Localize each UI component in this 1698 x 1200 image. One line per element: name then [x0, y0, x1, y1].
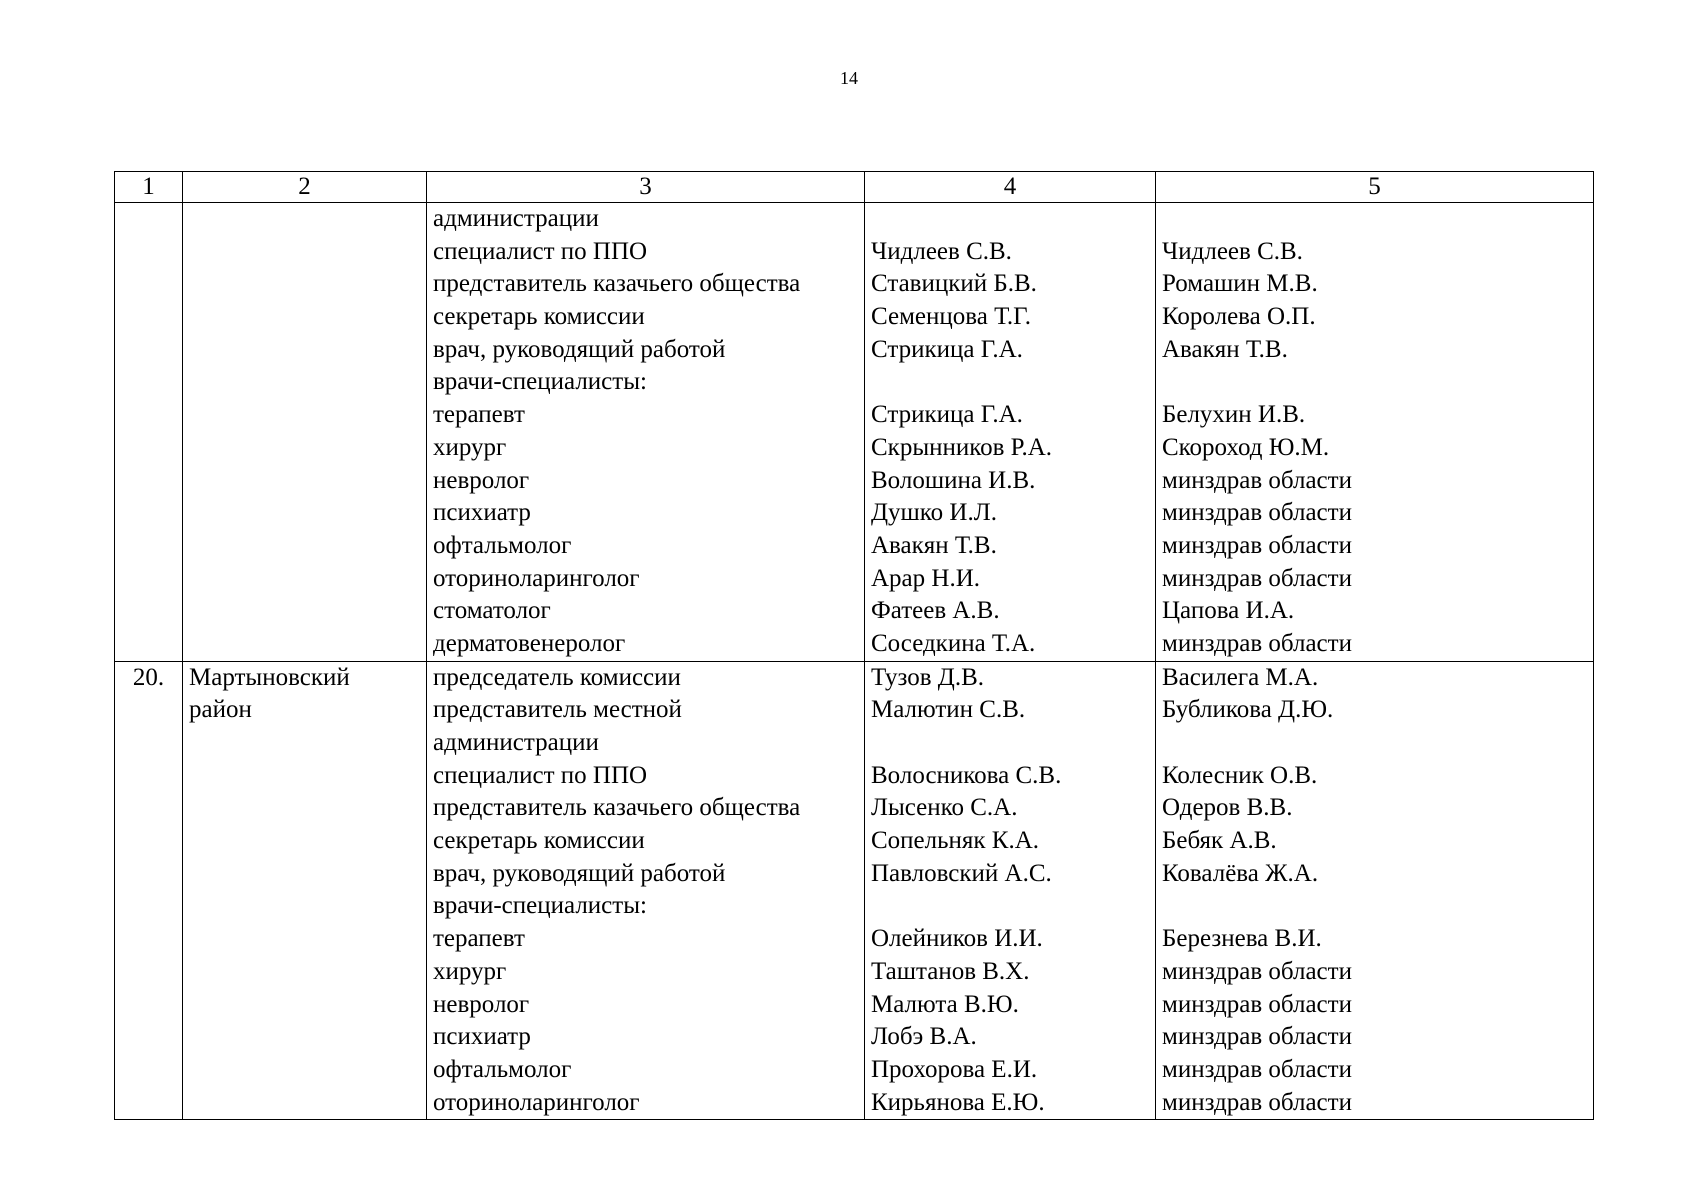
cell-line: Скрынников Р.А.: [871, 433, 1053, 461]
cell-line: секретарь комиссии: [433, 827, 645, 855]
position-cell: [427, 203, 865, 662]
cell-lines: [183, 203, 426, 236]
cell-line: специалист по ППО: [433, 761, 648, 789]
cell-line: Душко И.Л.: [871, 499, 997, 527]
cell-line: психиатр: [433, 1023, 531, 1051]
cell-line: врач, руководящий работой: [433, 859, 726, 887]
cell-line: минздрав области: [1162, 531, 1352, 559]
cell-line: Соседкина Т.А.: [871, 629, 1036, 657]
cell-line: [865, 203, 1155, 236]
cell-line: минздрав области: [1162, 499, 1352, 527]
cell-line: врачи-специалисты:: [433, 368, 647, 396]
district-cell: [183, 661, 427, 1120]
cell-line: Чидлеев С.В.: [1162, 237, 1303, 265]
cell-line: терапевт: [433, 925, 525, 953]
member-cell: [865, 661, 1156, 1120]
cell-line: Чидлеев С.В.: [871, 237, 1012, 265]
cell-line: Малюта В.Ю.: [871, 990, 1019, 1018]
commission-table: [114, 171, 1594, 1120]
cell-line: минздрав области: [1162, 990, 1352, 1018]
cell-line: минздрав области: [1162, 1088, 1352, 1116]
cell-lines: [115, 662, 182, 695]
header-cell-4: 4: [865, 172, 1156, 203]
cell-line: Ромашин М.В.: [1162, 270, 1318, 298]
cell-line: секретарь комиссии: [433, 303, 645, 331]
cell-line: Таштанов В.Х.: [871, 957, 1030, 985]
cell-lines: [865, 662, 1155, 1120]
cell-lines: [183, 662, 426, 727]
cell-line: врач, руководящий работой: [433, 335, 726, 363]
reserve-member-cell: [1156, 203, 1594, 662]
cell-line: Цапова И.А.: [1162, 597, 1295, 625]
cell-line: Василега М.А.: [1162, 663, 1319, 691]
cell-line: минздрав области: [1162, 629, 1352, 657]
cell-line: Фатеев А.В.: [871, 597, 1000, 625]
cell-line: Малютин С.В.: [871, 696, 1026, 724]
cell-line: терапевт: [433, 401, 525, 429]
cell-line: [1156, 366, 1593, 399]
cell-line: минздрав области: [1162, 564, 1352, 592]
reserve-member-cell: [1156, 661, 1594, 1120]
cell-line: Павловский А.С.: [871, 859, 1052, 887]
cell-lines: [427, 662, 864, 1120]
cell-line: Бебяк А.В.: [1162, 827, 1277, 855]
cell-line: [1156, 727, 1593, 760]
cell-line: Олейников И.И.: [871, 925, 1043, 953]
cell-line: Белухин И.В.: [1162, 401, 1306, 429]
cell-line: [865, 890, 1155, 923]
cell-line: Мартыновский: [189, 663, 350, 691]
cell-line: [183, 203, 426, 236]
cell-line: минздрав области: [1162, 1055, 1352, 1083]
cell-line: минздрав области: [1162, 957, 1352, 985]
header-cell-3: 3: [427, 172, 865, 203]
cell-line: хирург: [433, 957, 507, 985]
cell-line: психиатр: [433, 499, 531, 527]
cell-line: Бубликова Д.Ю.: [1162, 696, 1334, 724]
cell-line: Тузов Д.В.: [871, 663, 985, 691]
cell-line: [1156, 203, 1593, 236]
table-row: [115, 203, 1594, 662]
cell-line: представитель местной: [433, 696, 682, 724]
cell-line: Березнева В.И.: [1162, 925, 1322, 953]
cell-line: дерматовенеролог: [433, 629, 626, 657]
cell-line: Авакян Т.В.: [871, 531, 997, 559]
table-row: [115, 661, 1594, 1120]
position-cell: [427, 661, 865, 1120]
cell-lines: [865, 203, 1155, 661]
cell-line: Сопельняк К.А.: [871, 827, 1040, 855]
cell-line: Ставицкий Б.В.: [871, 270, 1037, 298]
cell-line: представитель казачьего общества: [433, 794, 801, 822]
cell-line: офтальмолог: [433, 1055, 572, 1083]
cell-line: невролог: [433, 466, 530, 494]
cell-line: [1156, 890, 1593, 923]
cell-line: Семенцова Т.Г.: [871, 303, 1031, 331]
cell-line: хирург: [433, 433, 507, 461]
page-number: 14: [840, 68, 858, 88]
cell-line: Ковалёва Ж.А.: [1162, 859, 1319, 887]
cell-line: [115, 203, 182, 236]
cell-line: Лысенко С.А.: [871, 794, 1018, 822]
cell-line: Прохорова Е.И.: [871, 1055, 1038, 1083]
cell-line: Авакян Т.В.: [1162, 335, 1288, 363]
cell-line: Колесник О.В.: [1162, 761, 1318, 789]
row-number-cell: [115, 661, 183, 1120]
header-cell-5: 5: [1156, 172, 1594, 203]
cell-line: [865, 366, 1155, 399]
cell-line: стоматолог: [433, 597, 551, 625]
cell-lines: [1156, 203, 1593, 661]
cell-line: минздрав области: [1162, 1023, 1352, 1051]
cell-line: 20.: [132, 663, 165, 691]
cell-lines: [115, 203, 182, 236]
table-header-row: [115, 172, 1594, 203]
header-cell-2: 2: [183, 172, 427, 203]
member-cell: [865, 203, 1156, 662]
cell-line: председатель комиссии: [433, 663, 681, 691]
cell-line: Стрикица Г.А.: [871, 335, 1023, 363]
cell-lines: [427, 203, 864, 661]
cell-line: Королева О.П.: [1162, 303, 1316, 331]
cell-line: Волосникова С.В.: [871, 761, 1062, 789]
cell-lines: [1156, 662, 1593, 1120]
cell-line: невролог: [433, 990, 530, 1018]
cell-line: администрации: [433, 205, 599, 232]
cell-line: Волошина И.В.: [871, 466, 1036, 494]
header-cell-1: 1: [115, 172, 183, 203]
cell-line: представитель казачьего общества: [433, 270, 801, 298]
cell-line: офтальмолог: [433, 531, 572, 559]
cell-line: оториноларинголог: [433, 564, 640, 592]
cell-line: специалист по ППО: [433, 237, 648, 265]
cell-line: минздрав области: [1162, 466, 1352, 494]
cell-line: Одеров В.В.: [1162, 794, 1293, 822]
cell-line: Арар Н.И.: [871, 564, 981, 592]
cell-line: [865, 727, 1155, 760]
cell-line: оториноларинголог: [433, 1088, 640, 1116]
cell-line: администрации: [433, 729, 599, 756]
row-number-cell: [115, 203, 183, 662]
cell-line: Кирьянова Е.Ю.: [871, 1088, 1045, 1116]
district-cell: [183, 203, 427, 662]
cell-line: Стрикица Г.А.: [871, 401, 1023, 429]
cell-line: район: [189, 696, 252, 724]
cell-line: Скороход Ю.М.: [1162, 433, 1330, 461]
cell-line: Лобэ В.А.: [871, 1023, 977, 1051]
cell-line: врачи-специалисты:: [433, 892, 647, 920]
